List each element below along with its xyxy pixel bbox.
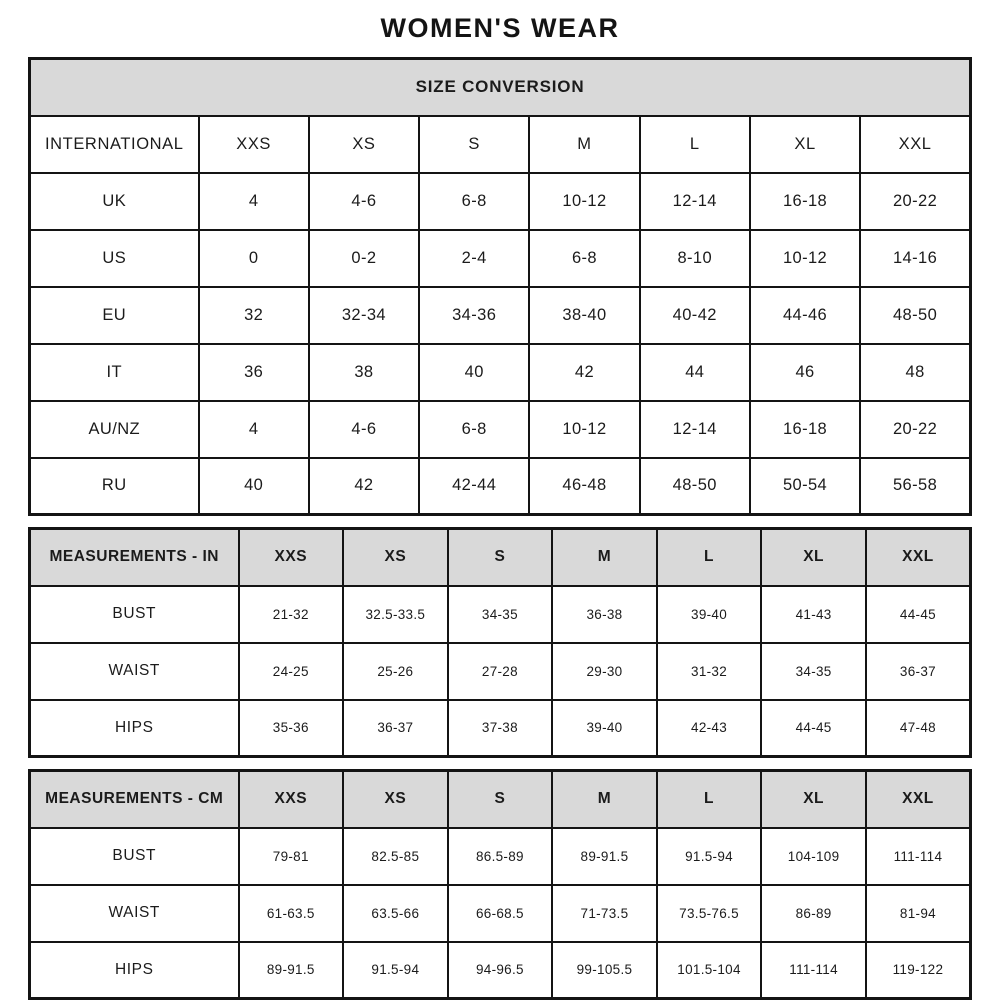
value-cell: 101.5-104 <box>657 942 762 999</box>
value-cell: 20-22 <box>860 173 970 230</box>
value-cell: 48-50 <box>640 458 750 515</box>
row-label: US <box>30 230 199 287</box>
value-cell: 104-109 <box>761 828 866 885</box>
value-cell: 46-48 <box>529 458 639 515</box>
row-label: IT <box>30 344 199 401</box>
row-label-header: MEASUREMENTS - IN <box>30 529 239 586</box>
value-cell: 29-30 <box>552 643 657 700</box>
value-cell: 32 <box>199 287 309 344</box>
table-header-row <box>30 116 971 173</box>
value-cell: 10-12 <box>529 401 639 458</box>
row-label-header: MEASUREMENTS - CM <box>30 771 239 828</box>
value-cell: 16-18 <box>750 173 860 230</box>
size-column-header: XXS <box>199 116 309 173</box>
value-cell: 111-114 <box>866 828 971 885</box>
value-cell: 56-58 <box>860 458 970 515</box>
size-column-header: L <box>657 529 762 586</box>
value-cell: 44-45 <box>866 586 971 643</box>
value-cell: 94-96.5 <box>448 942 553 999</box>
value-cell: 20-22 <box>860 401 970 458</box>
size-column-header: XXS <box>239 771 344 828</box>
value-cell: 6-8 <box>419 401 529 458</box>
value-cell: 4-6 <box>309 173 419 230</box>
value-cell: 36-37 <box>866 643 971 700</box>
value-cell: 6-8 <box>419 173 529 230</box>
value-cell: 12-14 <box>640 173 750 230</box>
value-cell: 4-6 <box>309 401 419 458</box>
table-row <box>30 700 971 757</box>
row-label: HIPS <box>30 942 239 999</box>
size-column-header: XXL <box>860 116 970 173</box>
value-cell: 39-40 <box>552 700 657 757</box>
table-row <box>30 942 971 999</box>
size-column-header: M <box>552 771 657 828</box>
value-cell: 35-36 <box>239 700 344 757</box>
value-cell: 61-63.5 <box>239 885 344 942</box>
table-row <box>30 230 971 287</box>
measurements-in-table <box>28 527 972 758</box>
value-cell: 40-42 <box>640 287 750 344</box>
size-column-header: S <box>419 116 529 173</box>
table-row <box>30 401 971 458</box>
value-cell: 71-73.5 <box>552 885 657 942</box>
value-cell: 66-68.5 <box>448 885 553 942</box>
value-cell: 86.5-89 <box>448 828 553 885</box>
row-label-header: INTERNATIONAL <box>30 116 199 173</box>
size-column-header: XS <box>343 771 448 828</box>
size-column-header: S <box>448 771 553 828</box>
table-banner-row <box>30 59 971 116</box>
table-row <box>30 287 971 344</box>
table-banner: SIZE CONVERSION <box>30 59 971 116</box>
value-cell: 44-46 <box>750 287 860 344</box>
size-column-header: S <box>448 529 553 586</box>
row-label: WAIST <box>30 643 239 700</box>
value-cell: 36-37 <box>343 700 448 757</box>
row-label: RU <box>30 458 199 515</box>
value-cell: 44-45 <box>761 700 866 757</box>
value-cell: 42-44 <box>419 458 529 515</box>
size-column-header: XS <box>309 116 419 173</box>
size-column-header: M <box>529 116 639 173</box>
value-cell: 41-43 <box>761 586 866 643</box>
value-cell: 21-32 <box>239 586 344 643</box>
size-column-header: L <box>657 771 762 828</box>
table-row <box>30 458 971 515</box>
size-column-header: XXS <box>239 529 344 586</box>
value-cell: 24-25 <box>239 643 344 700</box>
value-cell: 79-81 <box>239 828 344 885</box>
value-cell: 82.5-85 <box>343 828 448 885</box>
value-cell: 42-43 <box>657 700 762 757</box>
value-cell: 32-34 <box>309 287 419 344</box>
table-row <box>30 344 971 401</box>
value-cell: 111-114 <box>761 942 866 999</box>
value-cell: 32.5-33.5 <box>343 586 448 643</box>
value-cell: 46 <box>750 344 860 401</box>
size-column-header: XL <box>761 529 866 586</box>
value-cell: 31-32 <box>657 643 762 700</box>
value-cell: 34-36 <box>419 287 529 344</box>
value-cell: 37-38 <box>448 700 553 757</box>
value-cell: 47-48 <box>866 700 971 757</box>
value-cell: 40 <box>419 344 529 401</box>
value-cell: 86-89 <box>761 885 866 942</box>
value-cell: 99-105.5 <box>552 942 657 999</box>
value-cell: 48 <box>860 344 970 401</box>
size-column-header: XL <box>761 771 866 828</box>
value-cell: 42 <box>529 344 639 401</box>
value-cell: 91.5-94 <box>657 828 762 885</box>
value-cell: 38-40 <box>529 287 639 344</box>
value-cell: 44 <box>640 344 750 401</box>
row-label: EU <box>30 287 199 344</box>
value-cell: 34-35 <box>448 586 553 643</box>
value-cell: 39-40 <box>657 586 762 643</box>
value-cell: 4 <box>199 401 309 458</box>
value-cell: 16-18 <box>750 401 860 458</box>
value-cell: 42 <box>309 458 419 515</box>
row-label: WAIST <box>30 885 239 942</box>
size-column-header: XXL <box>866 771 971 828</box>
value-cell: 36 <box>199 344 309 401</box>
value-cell: 73.5-76.5 <box>657 885 762 942</box>
value-cell: 8-10 <box>640 230 750 287</box>
value-cell: 0 <box>199 230 309 287</box>
value-cell: 34-35 <box>761 643 866 700</box>
value-cell: 27-28 <box>448 643 553 700</box>
table-row <box>30 828 971 885</box>
value-cell: 25-26 <box>343 643 448 700</box>
measurements-cm-table <box>28 769 972 1000</box>
value-cell: 40 <box>199 458 309 515</box>
value-cell: 6-8 <box>529 230 639 287</box>
value-cell: 63.5-66 <box>343 885 448 942</box>
row-label: HIPS <box>30 700 239 757</box>
size-column-header: L <box>640 116 750 173</box>
value-cell: 12-14 <box>640 401 750 458</box>
value-cell: 81-94 <box>866 885 971 942</box>
size-column-header: XS <box>343 529 448 586</box>
table-header-row <box>30 771 971 828</box>
value-cell: 0-2 <box>309 230 419 287</box>
value-cell: 48-50 <box>860 287 970 344</box>
size-conversion-table <box>28 57 972 516</box>
table-row <box>30 586 971 643</box>
value-cell: 89-91.5 <box>239 942 344 999</box>
table-row <box>30 885 971 942</box>
size-column-header: M <box>552 529 657 586</box>
row-label: BUST <box>30 586 239 643</box>
value-cell: 10-12 <box>750 230 860 287</box>
value-cell: 119-122 <box>866 942 971 999</box>
value-cell: 38 <box>309 344 419 401</box>
value-cell: 2-4 <box>419 230 529 287</box>
value-cell: 91.5-94 <box>343 942 448 999</box>
value-cell: 14-16 <box>860 230 970 287</box>
row-label: BUST <box>30 828 239 885</box>
value-cell: 4 <box>199 173 309 230</box>
table-row <box>30 643 971 700</box>
size-column-header: XXL <box>866 529 971 586</box>
row-label: AU/NZ <box>30 401 199 458</box>
value-cell: 36-38 <box>552 586 657 643</box>
table-header-row <box>30 529 971 586</box>
table-row <box>30 173 971 230</box>
value-cell: 10-12 <box>529 173 639 230</box>
row-label: UK <box>30 173 199 230</box>
size-column-header: XL <box>750 116 860 173</box>
value-cell: 50-54 <box>750 458 860 515</box>
page-title: WOMEN'S WEAR <box>380 13 620 43</box>
value-cell: 89-91.5 <box>552 828 657 885</box>
